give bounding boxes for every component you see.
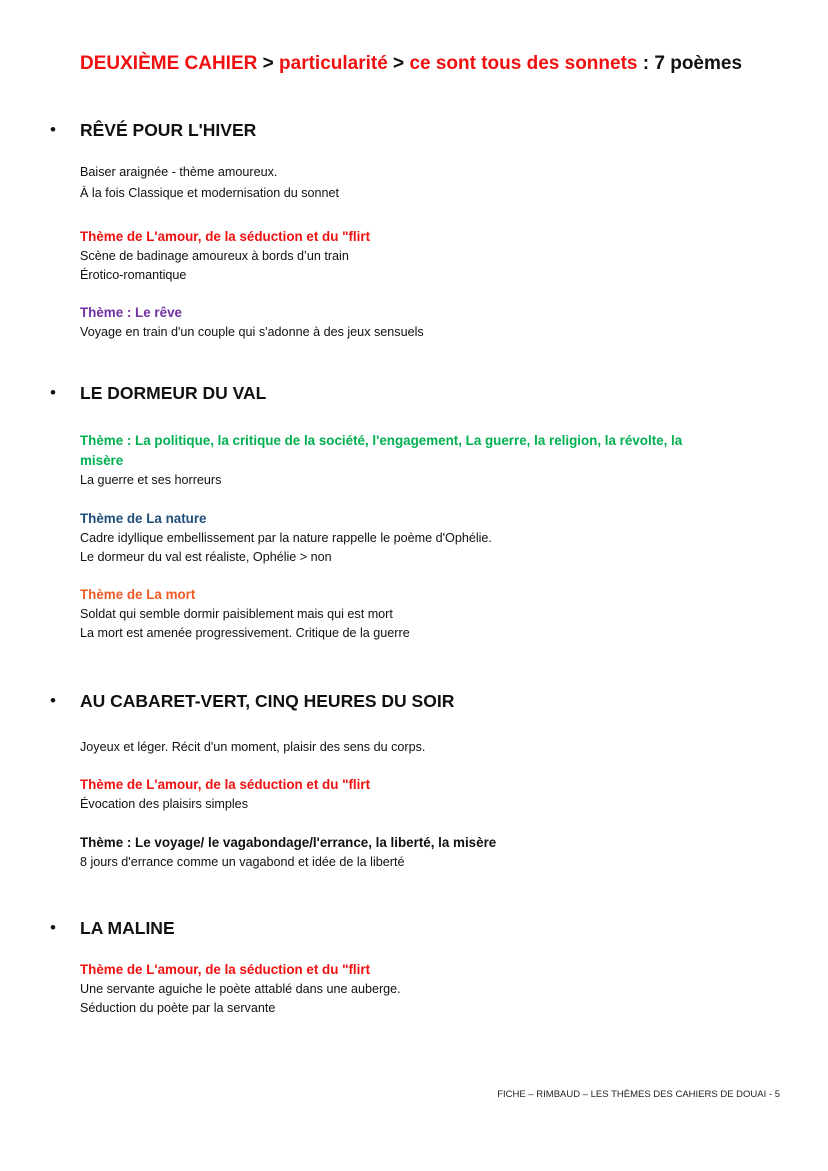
text-line: La mort est amenée progressivement. Critique de la guerre [80, 626, 410, 640]
text-line: Séduction du poète par la servante [80, 1001, 276, 1015]
page-title [80, 52, 742, 76]
text-line: Soldat qui semble dormir paisiblement mais qui est mort [80, 607, 393, 621]
title-separator: : [637, 53, 655, 74]
text-line: Cadre idyllique embellissement par la nature rappelle le poème d'Ophélie. [80, 531, 492, 545]
text-line: Voyage en train d'un couple qui s'adonne à des jeux sensuels [80, 325, 424, 339]
page-footer: FICHE – RIMBAUD – LES THÈMES DES CAHIERS DE DOUAI - 5 [497, 1089, 780, 1100]
title-separator: > [257, 53, 280, 74]
section-heading: RÊVÉ POUR L'HIVER [80, 120, 257, 140]
text-line: 8 jours d'errance comme un vagabond et idée de la liberté [80, 855, 405, 869]
text-line: Évocation des plaisirs simples [80, 797, 248, 811]
theme-title: Thème de L'amour, de la séduction et du "flirt [80, 229, 371, 244]
theme-title: Thème de L'amour, de la séduction et du "flirt [80, 777, 371, 792]
text-line: Joyeux et léger. Récit d'un moment, plaisir des sens du corps. [80, 740, 426, 754]
bullet: • [50, 691, 56, 710]
title-particularite: particularité [279, 53, 388, 74]
bullet: • [50, 383, 56, 402]
theme-title: Thème de La mort [80, 587, 196, 602]
bullet: • [50, 120, 56, 139]
bullet: • [50, 918, 56, 937]
text-line: La guerre et ses horreurs [80, 473, 222, 487]
theme-title: Thème : Le voyage/ le vagabondage/l'errance, la liberté, la misère [80, 835, 497, 850]
title-sonnets: ce sont tous des sonnets [409, 53, 638, 74]
text-line: Baiser araignée - thème amoureux. [80, 165, 278, 179]
title-cahier: DEUXIÈME CAHIER [80, 53, 258, 74]
text-line: Le dormeur du val est réaliste, Ophélie > non [80, 550, 332, 564]
text-line: Scène de badinage amoureux à bords d’un train [80, 249, 349, 263]
section-heading: AU CABARET-VERT, CINQ HEURES DU SOIR [80, 691, 455, 711]
theme-title: misère [80, 453, 124, 468]
text-line: Une servante aguiche le poète attablé dans une auberge. [80, 982, 401, 996]
theme-title: Thème : La politique, la critique de la société, l'engagement, La guerre, la religion, la révolte, la [80, 433, 683, 448]
text-line: À la fois Classique et modernisation du sonnet [80, 186, 340, 200]
theme-title: Thème de L'amour, de la séduction et du "flirt [80, 962, 371, 977]
theme-title: Thème : Le rêve [80, 305, 182, 320]
section-heading: LE DORMEUR DU VAL [80, 383, 267, 403]
text-line: Érotico-romantique [80, 268, 187, 282]
title-count: 7 poèmes [654, 53, 743, 74]
section-heading: LA MALINE [80, 918, 175, 938]
title-separator: > [387, 53, 410, 74]
theme-title: Thème de La nature [80, 511, 207, 526]
